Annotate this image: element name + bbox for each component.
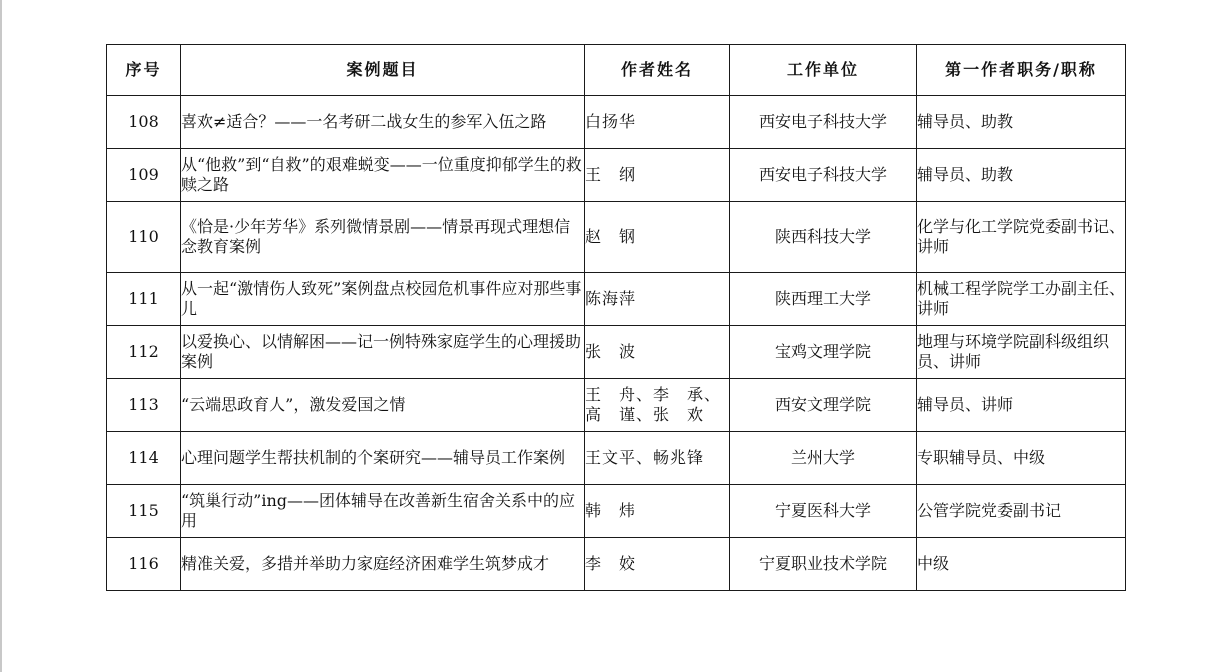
case-title: 以爱换心、以情解困——记一例特殊家庭学生的心理援助案例 bbox=[181, 326, 585, 379]
position-title: 专职辅导员、中级 bbox=[917, 432, 1126, 485]
position-title: 化学与化工学院党委副书记、讲师 bbox=[917, 202, 1126, 273]
work-unit: 西安文理学院 bbox=[730, 379, 917, 432]
work-unit: 陕西理工大学 bbox=[730, 273, 917, 326]
case-list-table bbox=[106, 44, 1126, 591]
position-title: 地理与环境学院副科级组织员、讲师 bbox=[917, 326, 1126, 379]
header-number: 序号 bbox=[107, 45, 181, 96]
table-row bbox=[107, 202, 1126, 273]
table-row bbox=[107, 432, 1126, 485]
table-row bbox=[107, 326, 1126, 379]
case-title: “筑巢行动”ing——团体辅导在改善新生宿舍关系中的应用 bbox=[181, 485, 585, 538]
author-names: 王 舟、李 承、高 谨、张 欢 bbox=[585, 379, 730, 432]
table-row bbox=[107, 273, 1126, 326]
position-title: 公管学院党委副书记 bbox=[917, 485, 1126, 538]
work-unit: 陕西科技大学 bbox=[730, 202, 917, 273]
header-position-title: 第一作者职务/职称 bbox=[917, 45, 1126, 96]
row-number: 116 bbox=[107, 538, 181, 591]
row-number: 110 bbox=[107, 202, 181, 273]
table-row bbox=[107, 96, 1126, 149]
header-row bbox=[107, 45, 1126, 96]
position-title: 辅导员、讲师 bbox=[917, 379, 1126, 432]
author-names: 陈海萍 bbox=[585, 273, 730, 326]
row-number: 114 bbox=[107, 432, 181, 485]
table-row bbox=[107, 538, 1126, 591]
table-row bbox=[107, 149, 1126, 202]
row-number: 111 bbox=[107, 273, 181, 326]
position-title: 机械工程学院学工办副主任、讲师 bbox=[917, 273, 1126, 326]
row-number: 113 bbox=[107, 379, 181, 432]
author-names: 赵 钢 bbox=[585, 202, 730, 273]
header-case-title: 案例题目 bbox=[181, 45, 585, 96]
author-names: 韩 炜 bbox=[585, 485, 730, 538]
case-title: 从一起“激情伤人致死”案例盘点校园危机事件应对那些事儿 bbox=[181, 273, 585, 326]
author-names: 张 波 bbox=[585, 326, 730, 379]
position-title: 中级 bbox=[917, 538, 1126, 591]
row-number: 108 bbox=[107, 96, 181, 149]
table-row bbox=[107, 379, 1126, 432]
work-unit: 宁夏职业技术学院 bbox=[730, 538, 917, 591]
case-title: 喜欢≠适合？——一名考研二战女生的参军入伍之路 bbox=[181, 96, 585, 149]
row-number: 109 bbox=[107, 149, 181, 202]
page-edge bbox=[0, 0, 2, 672]
position-title: 辅导员、助教 bbox=[917, 149, 1126, 202]
position-title: 辅导员、助教 bbox=[917, 96, 1126, 149]
row-number: 115 bbox=[107, 485, 181, 538]
case-title: “云端思政育人”，激发爱国之情 bbox=[181, 379, 585, 432]
work-unit: 宁夏医科大学 bbox=[730, 485, 917, 538]
header-work-unit: 工作单位 bbox=[730, 45, 917, 96]
work-unit: 宝鸡文理学院 bbox=[730, 326, 917, 379]
author-names: 李 姣 bbox=[585, 538, 730, 591]
case-title: 心理问题学生帮扶机制的个案研究——辅导员工作案例 bbox=[181, 432, 585, 485]
table-row bbox=[107, 485, 1126, 538]
work-unit: 兰州大学 bbox=[730, 432, 917, 485]
case-title: 从“他救”到“自救”的艰难蜕变——一位重度抑郁学生的救赎之路 bbox=[181, 149, 585, 202]
author-names: 王文平、畅兆锋 bbox=[585, 432, 730, 485]
work-unit: 西安电子科技大学 bbox=[730, 149, 917, 202]
author-names: 王 纲 bbox=[585, 149, 730, 202]
author-names: 白扬华 bbox=[585, 96, 730, 149]
header-author-name: 作者姓名 bbox=[585, 45, 730, 96]
row-number: 112 bbox=[107, 326, 181, 379]
work-unit: 西安电子科技大学 bbox=[730, 96, 917, 149]
case-title: 精准关爱，多措并举助力家庭经济困难学生筑梦成才 bbox=[181, 538, 585, 591]
case-title: 《恰是·少年芳华》系列微情景剧——情景再现式理想信念教育案例 bbox=[181, 202, 585, 273]
